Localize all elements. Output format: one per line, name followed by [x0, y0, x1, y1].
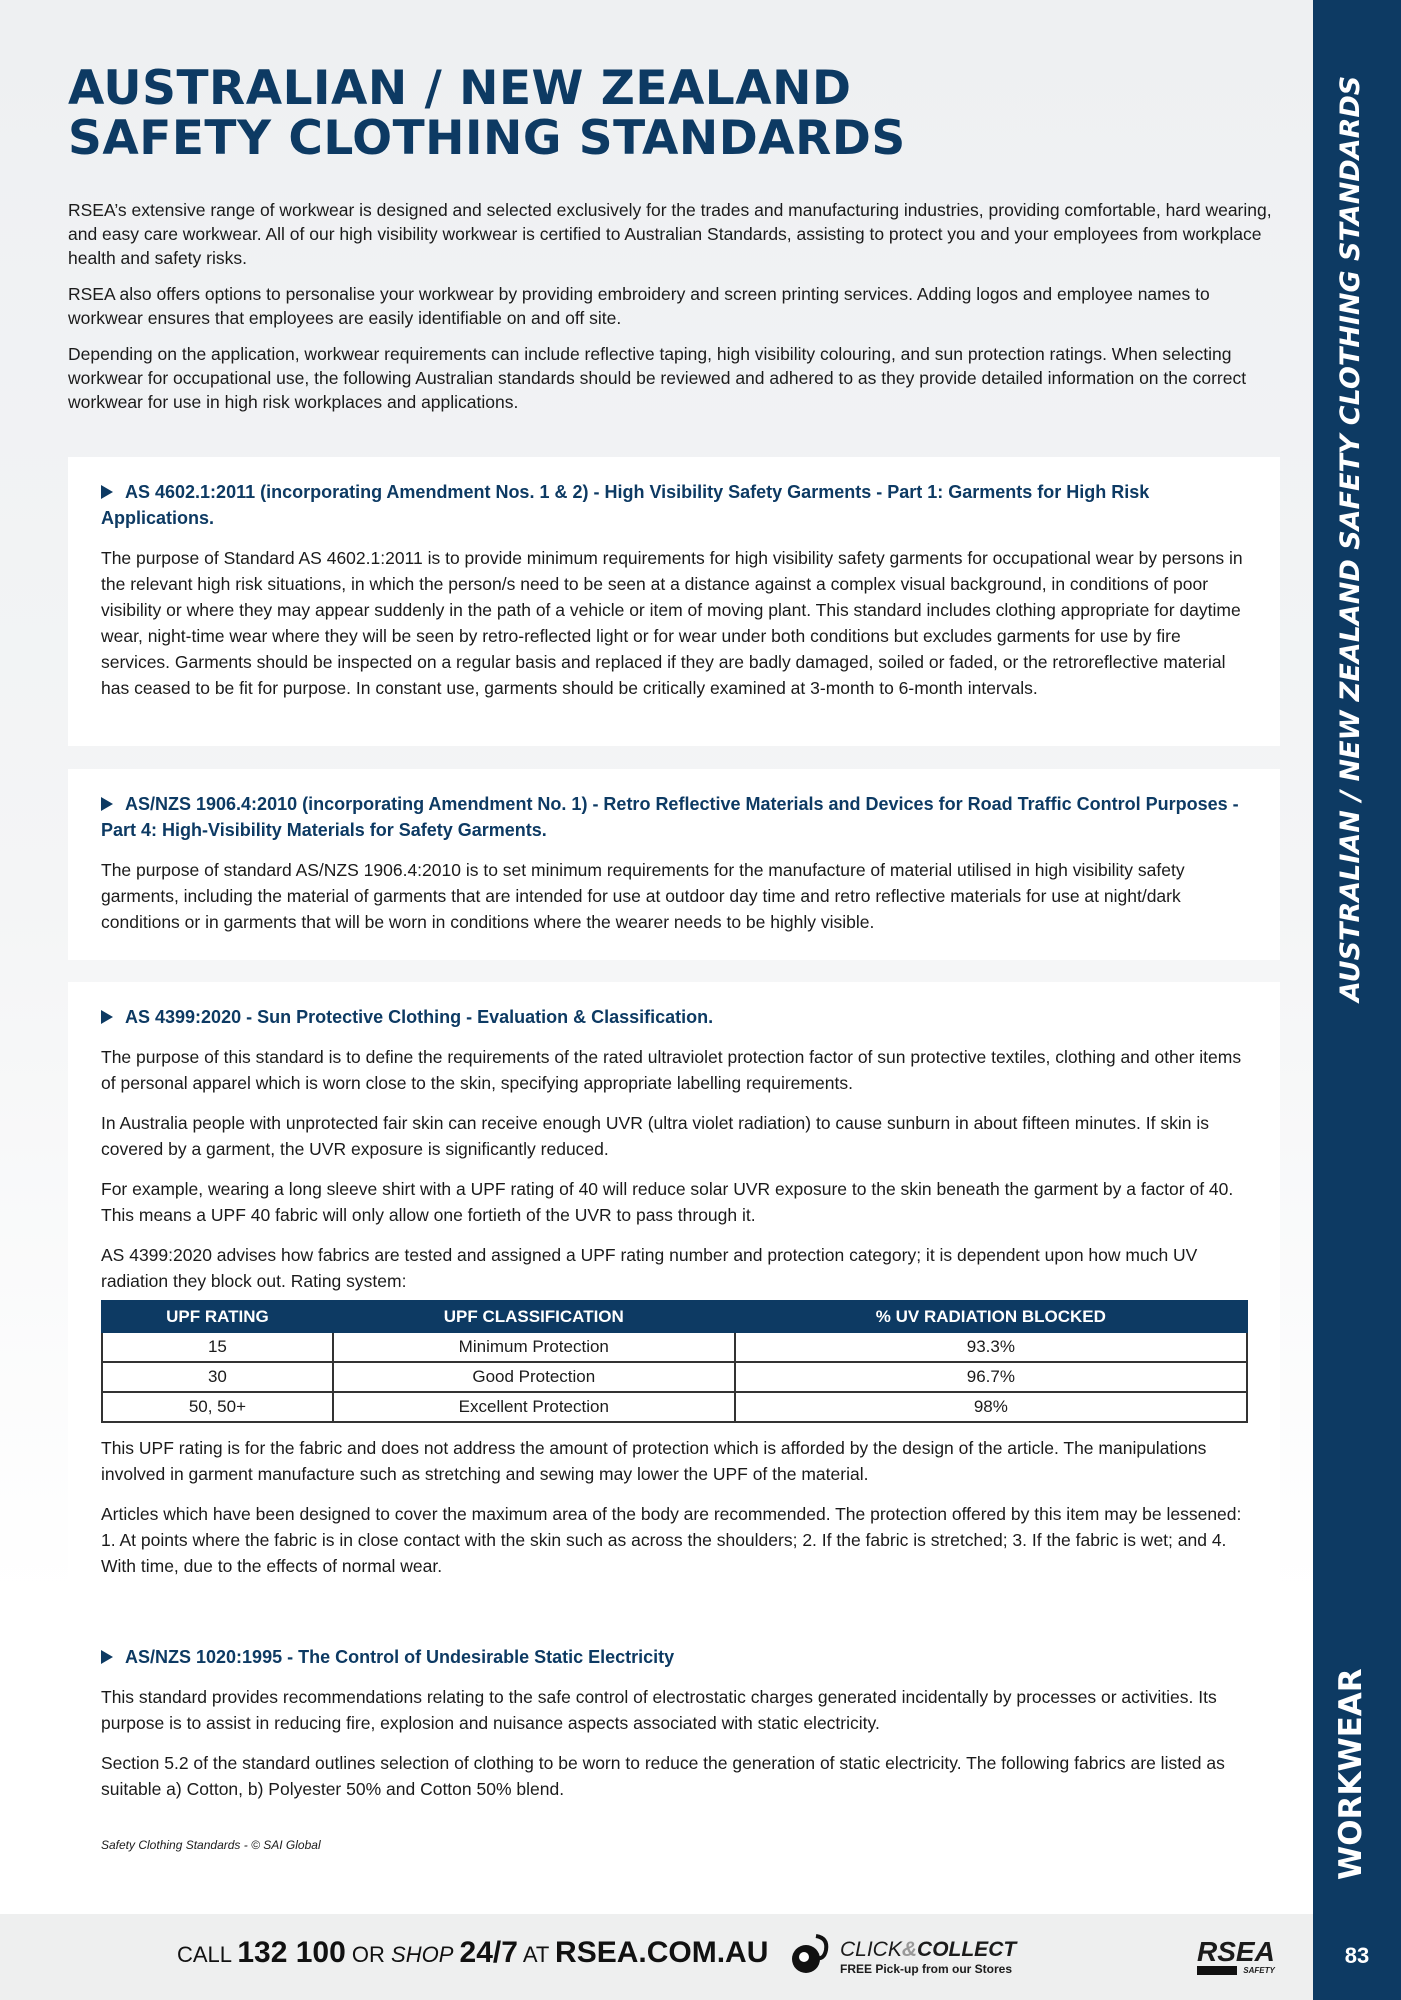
section-paragraph: For example, wearing a long sleeve shirt with a UPF rating of 40 will reduce solar UVR exposure to the skin beneath the garment by a factor of 40. This means a UPF 40 fabric will only allow one fortieth of the UVR to pass through it.	[101, 1179, 1234, 1225]
footer-contact: CALL 132 100 OR SHOP 24/7 AT RSEA.COM.AU	[177, 1936, 769, 1969]
standard-asnzs1906	[68, 769, 1280, 960]
standard-as4602	[68, 457, 1280, 746]
click-collect-icon	[786, 1932, 836, 1976]
intro-paragraph: Depending on the application, workwear requirements can include reflective taping, high visibility colouring, and sun protection ratings. When selecting workwear for occupational use, the following Australian standards should be reviewed and adhered to as they provide detailed information on the correct workwear for use in high risk workplaces and applications.	[68, 344, 1247, 412]
section-heading: AS 4602.1:2011 (incorporating Amendment Nos. 1 & 2) - High Visibility Safety Garments - Part 1: Garments for High Risk Applications.	[101, 482, 1150, 528]
section-paragraph: Section 5.2 of the standard outlines selection of clothing to be worn to reduce the generation of static electricity. The following fabrics are listed as suitable a) Cotton, b) Polyester 50% and Cotton 50% blend.	[101, 1753, 1225, 1799]
sidebar-title: AUSTRALIAN / NEW ZEALAND SAFETY CLOTHING STANDARDS	[1335, 75, 1366, 1002]
triangle-bullet-icon	[101, 485, 113, 499]
intro-paragraph: RSEA’s extensive range of workwear is designed and selected exclusively for the trades and manufacturing industries, providing comfortable, hard wearing, and easy care workwear. All of our high visibility workwear is certified to Australian Standards, assisting to protect you and your employees from workplace health and safety risks.	[68, 200, 1272, 268]
section-paragraph: The purpose of this standard is to define the requirements of the rated ultraviolet protection factor of sun protective textiles, clothing and other items of personal apparel which is worn close to the skin, specifying appropriate labelling requirements.	[101, 1047, 1242, 1093]
cell: 98%	[735, 1392, 1247, 1422]
standard-asnzs1020	[68, 1622, 1280, 1822]
section-paragraph: Articles which have been designed to cover the maximum area of the body are recommended. The protection offered by this item may be lessened: 1. At points where the fabric is in close contact with the skin such as across the shoulders; 2. If the fabric is stretched; 3. If the fabric is wet; and 4. With time, due to the effects of normal wear.	[101, 1504, 1242, 1576]
table-row	[102, 1332, 1247, 1362]
triangle-bullet-icon	[101, 1010, 113, 1024]
footer	[0, 1914, 1313, 2000]
section-heading: AS 4399:2020 - Sun Protective Clothing - Evaluation & Classification.	[101, 1004, 1248, 1030]
triangle-bullet-icon	[101, 797, 113, 811]
page-number: 83	[1344, 1943, 1370, 1968]
standard-as4399	[68, 982, 1280, 1608]
cell: 50, 50+	[102, 1392, 333, 1422]
column-header: UPF CLASSIFICATION	[333, 1301, 735, 1332]
rsea-logo: RSEA SAFETY	[1197, 1936, 1275, 1975]
table-row	[102, 1392, 1247, 1422]
section-heading: AS/NZS 1020:1995 - The Control of Undesirable Static Electricity	[101, 1644, 1248, 1670]
click-collect: CLICK&COLLECT FREE Pick-up from our Stores	[840, 1938, 1017, 1976]
sidebar-section: WORKWEAR	[1333, 1668, 1369, 1880]
section-paragraph: This standard provides recommendations relating to the safe control of electrostatic charges generated incidentally by processes or activities. Its purpose is to assist in reducing fire, explosion and nuisance aspects associated with static electricity.	[101, 1687, 1217, 1733]
cell: Minimum Protection	[333, 1332, 735, 1362]
section-paragraph: The purpose of standard AS/NZS 1906.4:2010 is to set minimum requirements for the manufacture of material utilised in high visibility safety garments, including the material of garments that are intended for use at outdoor day time and retro reflective materials for use at night/dark conditions or in garments that will be worn in conditions where the wearer needs to be highly visible.	[101, 860, 1185, 932]
cell: 15	[102, 1332, 333, 1362]
intro-paragraph: RSEA also offers options to personalise your workwear by providing embroidery and screen printing services. Adding logos and employee names to workwear ensures that employees are easily identifiable on and off site.	[68, 284, 1210, 328]
credit: Safety Clothing Standards - © SAI Global	[101, 1838, 321, 1852]
cell: 30	[102, 1362, 333, 1392]
column-header: % UV RADIATION BLOCKED	[735, 1301, 1247, 1332]
upf-rating-table	[101, 1300, 1248, 1423]
table-row	[102, 1362, 1247, 1392]
column-header: UPF RATING	[102, 1301, 333, 1332]
sidebar	[1313, 0, 1401, 2000]
section-paragraph: In Australia people with unprotected fair skin can receive enough UVR (ultra violet radiation) to cause sunburn in about fifteen minutes. If skin is covered by a garment, the UVR exposure is significantly reduced.	[101, 1113, 1209, 1159]
intro	[68, 198, 1280, 426]
section-paragraph: AS 4399:2020 advises how fabrics are tested and assigned a UPF rating number and protection category; it is dependent upon how much UV radiation they block out. Rating system:	[101, 1245, 1198, 1291]
section-heading: AS/NZS 1906.4:2010 (incorporating Amendment No. 1) - Retro Reflective Materials and Devices for Road Traffic Control Purposes - Part 4: High-Visibility Materials for Safety Garments.	[101, 794, 1239, 840]
cell: 93.3%	[735, 1332, 1247, 1362]
cell: Excellent Protection	[333, 1392, 735, 1422]
cell: Good Protection	[333, 1362, 735, 1392]
cell: 96.7%	[735, 1362, 1247, 1392]
section-paragraph: This UPF rating is for the fabric and does not address the amount of protection which is afforded by the design of the article. The manipulations involved in garment manufacture such as stretching and sewing may lower the UPF of the material.	[101, 1438, 1207, 1484]
page-title: AUSTRALIAN / NEW ZEALAND SAFETY CLOTHING STANDARDS	[68, 61, 906, 166]
section-paragraph: The purpose of Standard AS 4602.1:2011 is to provide minimum requirements for high visibility safety garments for occupational wear by persons in the relevant high risk situations, in which the person/s need to be seen at a distance against a complex visual background, in conditions of poor visibility or where they may appear suddenly in the path of a vehicle or item of moving plant. This standard includes clothing appropriate for daytime wear, night-time wear where they will be seen by retro-reflected light or for wear under both conditions but excludes garments for use by fire services. Garments should be inspected on a regular basis and replaced if they are badly damaged, soiled or faded, or the retroreflective material has ceased to be fit for purpose. In constant use, garments should be critically examined at 3-month to 6-month intervals.	[101, 548, 1243, 698]
triangle-bullet-icon	[101, 1650, 113, 1664]
